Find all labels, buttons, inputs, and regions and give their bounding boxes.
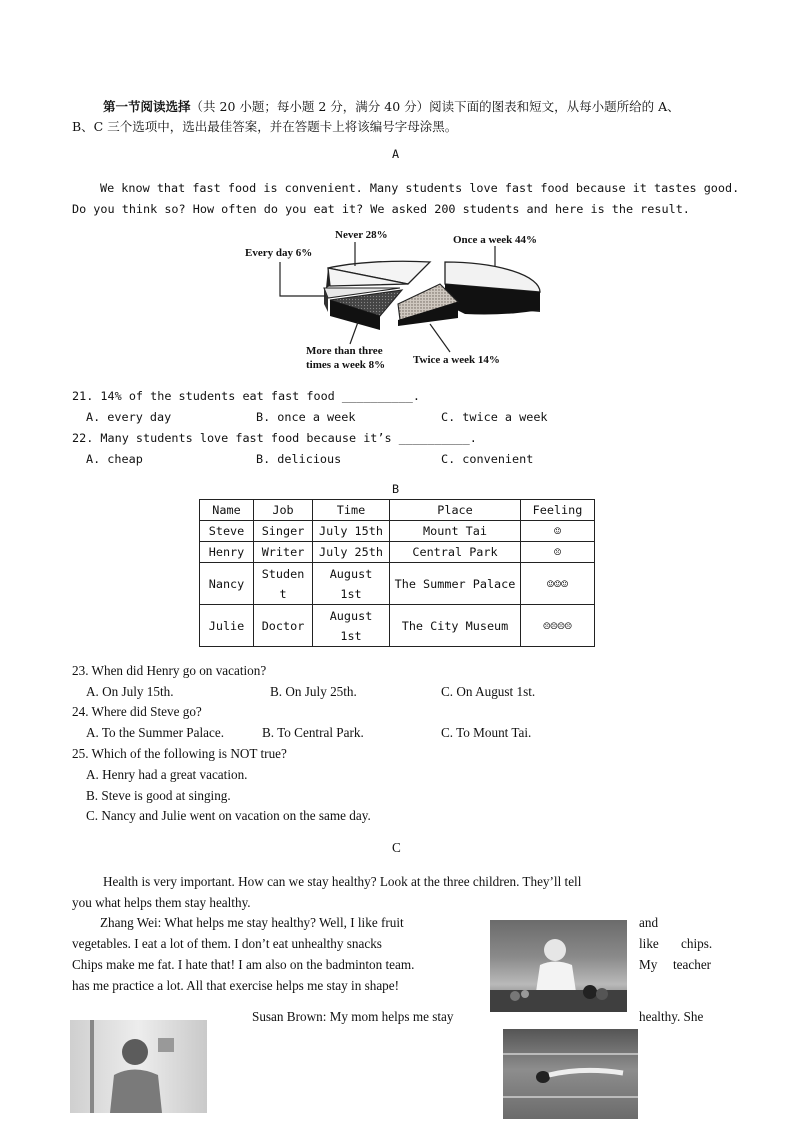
table-cell: Julie	[200, 605, 254, 647]
table-cell: August 1st	[313, 563, 390, 605]
passage-c-intro2: you what helps them stay healthy.	[72, 895, 251, 910]
feeling-icon: ☺☺☺	[521, 563, 595, 605]
q21-stem: 21. 14% of the students eat fast food __________.	[72, 389, 421, 403]
passage-a-line2: Do you think so? How often do you eat it? We asked 200 students and here is the result.	[72, 202, 690, 216]
table-header-cell: Time	[313, 500, 390, 521]
boy-swimming-photo	[503, 1029, 638, 1119]
zhang-wei-line3: Chips make me fat. I hate that! I am also on the badminton team.	[72, 957, 415, 972]
table-cell: Henry	[200, 542, 254, 563]
q25-option-b: B. Steve is good at singing.	[86, 788, 231, 803]
q25-option-c: C. Nancy and Julie went on vacation on the same day.	[86, 808, 371, 823]
section-intro-line2: B、C 三个选项中，选出最佳答案，并在答题卡上将该编号字母涂黑。	[72, 119, 458, 134]
table-header-row	[200, 500, 595, 521]
table-cell: July 25th	[313, 542, 390, 563]
table-cell: August 1st	[313, 605, 390, 647]
pie-label-three-times-line1: More than three	[306, 345, 383, 357]
table-cell: Mount Tai	[390, 521, 521, 542]
q25-stem: 25. Which of the following is NOT true?	[72, 746, 287, 761]
q23-option-a: A. On July 15th.	[86, 684, 174, 699]
table-cell: Writer	[254, 542, 313, 563]
q24-option-a: A. To the Summer Palace.	[86, 725, 225, 740]
table-header-cell: Feeling	[521, 500, 595, 521]
passage-a-label: A	[392, 147, 400, 161]
zhang-wei-line2: vegetables. I eat a lot of them. I don’t eat unhealthy snacks	[72, 936, 382, 951]
table-header-cell: Place	[390, 500, 521, 521]
q24-option-c: C. To Mount Tai.	[441, 725, 532, 740]
table-cell: Steve	[200, 521, 254, 542]
passage-c-label: C	[392, 840, 401, 855]
vacation-table	[199, 499, 595, 647]
table-cell: Central Park	[390, 542, 521, 563]
table-row	[200, 521, 595, 542]
susan-brown-line1: Susan Brown: My mom helps me stay	[252, 1009, 454, 1024]
pie-label-every-day: Every day 6%	[245, 247, 313, 259]
q21-option-b: B. once a week	[256, 410, 356, 424]
table-row	[200, 542, 595, 563]
table-cell: Singer	[254, 521, 313, 542]
girl-eating-fruit-photo	[490, 920, 627, 1012]
q23-option-c: C. On August 1st.	[441, 684, 536, 699]
q23-option-b: B. On July 25th.	[270, 684, 357, 699]
table-header-cell: Name	[200, 500, 254, 521]
q24-option-b: B. To Central Park.	[262, 725, 364, 740]
pie-label-once-a-week: Once a week 44%	[453, 234, 538, 246]
girl-cleaning-window-photo	[70, 1020, 207, 1113]
zhang-wei-line4: has me practice a lot. All that exercise helps me stay in shape!	[72, 978, 400, 993]
feeling-icon: ☹☹☹☹	[521, 605, 595, 647]
table-cell: Doctor	[254, 605, 313, 647]
susan-brown-line1-end: healthy. She	[639, 1009, 704, 1024]
table-row	[200, 605, 595, 647]
pie-slice-once-a-week	[445, 262, 540, 314]
q23-stem: 23. When did Henry go on vacation?	[72, 663, 267, 678]
table-row	[200, 563, 595, 605]
pie-label-twice-a-week: Twice a week 14%	[413, 354, 500, 366]
section-intro-text: （共 20 小题；每小题 2 分，满分 40 分）阅读下面的图表和短文，从每小题所给的 A、	[190, 99, 680, 114]
table-cell: Studen t	[254, 563, 313, 605]
zhang-wei-line3-end-b: teacher	[673, 957, 712, 972]
pie-label-three-times-line2: times a week 8%	[306, 359, 386, 371]
q22-option-c: C. convenient	[441, 452, 534, 466]
passage-a-line1: We know that fast food is convenient. Many students love fast food because it tastes good.	[100, 181, 740, 195]
table-header-cell: Job	[254, 500, 313, 521]
zhang-wei-line1: Zhang Wei: What helps me stay healthy? Well, I like fruit	[100, 915, 404, 930]
table-cell: July 15th	[313, 521, 390, 542]
zhang-wei-line1-end: and	[639, 915, 659, 930]
passage-b-label: B	[392, 482, 400, 496]
q22-stem: 22. Many students love fast food because it’s __________.	[72, 431, 477, 445]
zhang-wei-line2-end-b: chips.	[681, 936, 713, 951]
q21-option-a: A. every day	[86, 410, 172, 424]
q22-option-a: A. cheap	[86, 452, 143, 466]
zhang-wei-line3-end-a: My	[639, 957, 658, 972]
pie-slice-never	[326, 261, 430, 288]
q24-stem: 24. Where did Steve go?	[72, 704, 202, 719]
table-cell: The Summer Palace	[390, 563, 521, 605]
feeling-icon: ☺	[521, 521, 595, 542]
section-title: 第一节阅读选择	[103, 99, 191, 114]
table-cell: The City Museum	[390, 605, 521, 647]
table-cell: Nancy	[200, 563, 254, 605]
pie-label-never: Never 28%	[335, 229, 388, 241]
zhang-wei-line2-end-a: like	[639, 936, 659, 951]
passage-c-intro1: Health is very important. How can we stay healthy? Look at the three children. They’ll tell	[103, 874, 582, 889]
q22-option-b: B. delicious	[256, 452, 342, 466]
q21-option-c: C. twice a week	[441, 410, 548, 424]
section-intro-line1	[103, 97, 680, 115]
q25-option-a: A. Henry had a great vacation.	[86, 767, 248, 782]
feeling-icon: ☹	[521, 542, 595, 563]
